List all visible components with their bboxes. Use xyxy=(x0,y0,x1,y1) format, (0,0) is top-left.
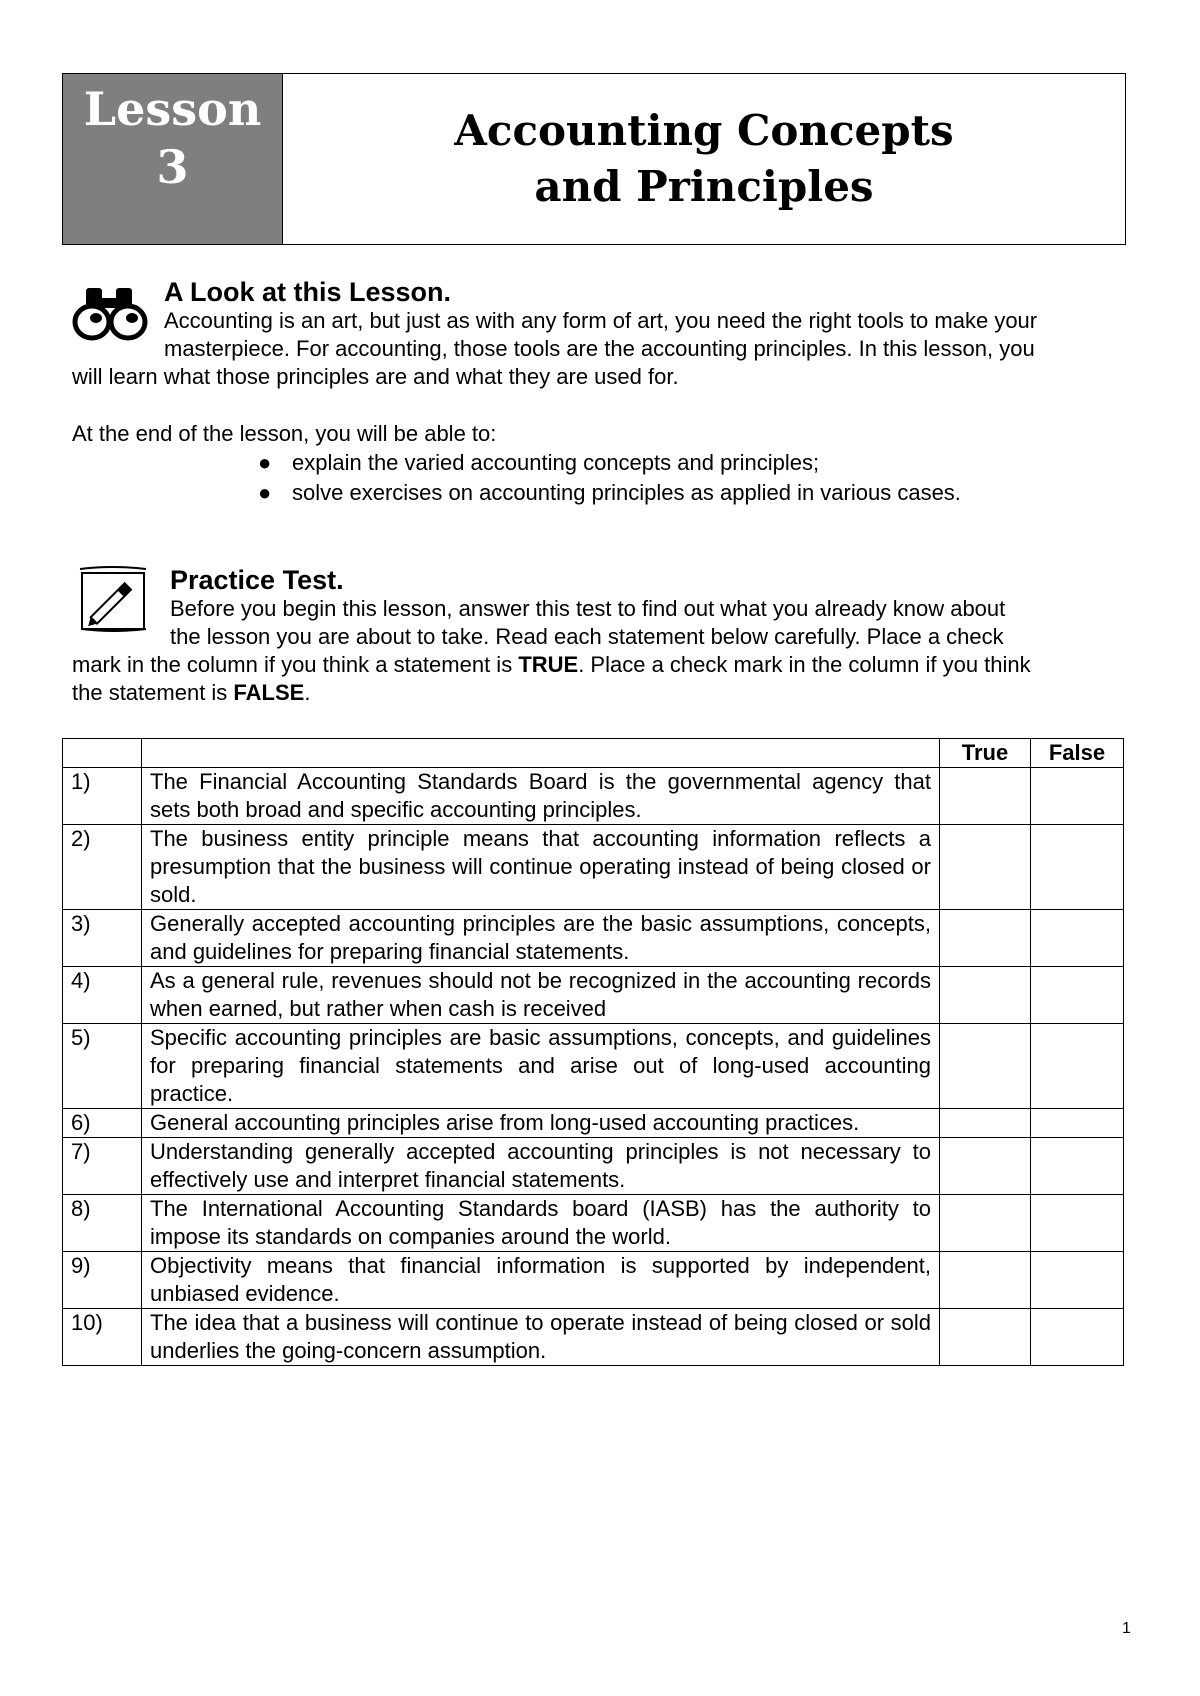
practice-para-line2: the lesson you are about to take. Read each statement below carefully. Place a check xyxy=(170,624,1004,649)
lesson-header xyxy=(62,73,1126,245)
false-check-cell[interactable] xyxy=(1031,1195,1124,1252)
lesson-title-line2: and Principles xyxy=(534,162,874,211)
header-num-cell xyxy=(63,739,142,768)
question-number: 10) xyxy=(63,1309,142,1366)
question-statement: The business entity principle means that accounting information reflects a presumption that the business will continue operating instead of being closed or sold. xyxy=(142,825,940,910)
question-number: 3) xyxy=(63,910,142,967)
question-statement: General accounting principles arise from long-used accounting practices. xyxy=(142,1109,940,1138)
header-statement-cell xyxy=(142,739,940,768)
question-statement: Understanding generally accepted accounting principles is not necessary to effectively use and interpret financial statements. xyxy=(142,1138,940,1195)
true-check-cell[interactable] xyxy=(940,768,1031,825)
page-number: 1 xyxy=(1122,1620,1131,1637)
look-section xyxy=(72,277,1144,391)
question-number: 6) xyxy=(63,1109,142,1138)
look-para-line3: will learn what those principles are and what they are used for. xyxy=(72,364,679,389)
table-row xyxy=(63,1252,1124,1309)
false-check-cell[interactable] xyxy=(1031,825,1124,910)
question-number: 5) xyxy=(63,1024,142,1109)
bullet-icon: ● xyxy=(258,450,272,475)
objectives-intro: At the end of the lesson, you will be able to: xyxy=(72,421,497,446)
question-number: 9) xyxy=(63,1252,142,1309)
question-number: 4) xyxy=(63,967,142,1024)
question-statement: The International Accounting Standards board (IASB) has the authority to impose its standards on companies around the world. xyxy=(142,1195,940,1252)
objective-item: ● solve exercises on accounting principles as applied in various cases. xyxy=(72,478,1144,508)
question-number: 1) xyxy=(63,768,142,825)
false-check-cell[interactable] xyxy=(1031,1024,1124,1109)
question-number: 8) xyxy=(63,1195,142,1252)
lesson-title-box xyxy=(283,74,1125,244)
question-statement: Specific accounting principles are basic assumptions, concepts, and guidelines for preparing financial statements and arise out of long-used accounting practice. xyxy=(142,1024,940,1109)
true-word: TRUE xyxy=(518,652,579,677)
false-word: FALSE xyxy=(233,680,305,705)
practice-para-line3: mark in the column if you think a statement is TRUE. Place a check mark in the column if you think xyxy=(72,652,1031,677)
table-row xyxy=(63,910,1124,967)
table-row xyxy=(63,1195,1124,1252)
question-statement: The Financial Accounting Standards Board is the governmental agency that sets both broad and specific accounting principles. xyxy=(142,768,940,825)
objectives-list xyxy=(72,448,1144,508)
true-check-cell[interactable] xyxy=(940,1109,1031,1138)
question-statement: The idea that a business will continue to operate instead of being closed or sold underlies the going-concern assumption. xyxy=(142,1309,940,1366)
bullet-icon: ● xyxy=(258,480,272,505)
false-check-cell[interactable] xyxy=(1031,967,1124,1024)
lesson-title-line1: Accounting Concepts xyxy=(454,106,954,155)
false-check-cell[interactable] xyxy=(1031,1109,1124,1138)
practice-title: Practice Test. xyxy=(170,565,344,595)
table-row xyxy=(63,1109,1124,1138)
practice-para-line1: Before you begin this lesson, answer this test to find out what you already know about xyxy=(170,596,1006,621)
true-check-cell[interactable] xyxy=(940,1195,1031,1252)
table-row xyxy=(63,1138,1124,1195)
table-row xyxy=(63,825,1124,910)
table-row xyxy=(63,1024,1124,1109)
practice-section xyxy=(72,565,1144,707)
practice-para-line4: the statement is FALSE. xyxy=(72,680,311,705)
lesson-number: 3 xyxy=(156,140,189,194)
question-statement: Objectivity means that financial information is supported by independent, unbiased evidence. xyxy=(142,1252,940,1309)
header-false: False xyxy=(1031,739,1124,768)
true-check-cell[interactable] xyxy=(940,1252,1031,1309)
true-check-cell[interactable] xyxy=(940,967,1031,1024)
false-check-cell[interactable] xyxy=(1031,768,1124,825)
false-check-cell[interactable] xyxy=(1031,1309,1124,1366)
table-row xyxy=(63,967,1124,1024)
objective-item: ● explain the varied accounting concepts and principles; xyxy=(72,448,1144,478)
false-check-cell[interactable] xyxy=(1031,1138,1124,1195)
look-para-line2: masterpiece. For accounting, those tools are the accounting principles. In this lesson, you xyxy=(164,336,1035,361)
true-check-cell[interactable] xyxy=(940,1138,1031,1195)
true-check-cell[interactable] xyxy=(940,825,1031,910)
false-check-cell[interactable] xyxy=(1031,1252,1124,1309)
practice-test-table xyxy=(62,738,1124,1366)
objectives-section xyxy=(72,420,1144,508)
header-true: True xyxy=(940,739,1031,768)
lesson-number-box xyxy=(63,74,283,244)
false-check-cell[interactable] xyxy=(1031,910,1124,967)
question-number: 2) xyxy=(63,825,142,910)
question-statement: Generally accepted accounting principles are the basic assumptions, concepts, and guidelines for preparing financial statements. xyxy=(142,910,940,967)
lesson-label: Lesson xyxy=(83,82,262,136)
question-statement: As a general rule, revenues should not be recognized in the accounting records when earned, but rather when cash is received xyxy=(142,967,940,1024)
question-number: 7) xyxy=(63,1138,142,1195)
table-row xyxy=(63,768,1124,825)
true-check-cell[interactable] xyxy=(940,910,1031,967)
true-check-cell[interactable] xyxy=(940,1309,1031,1366)
table-header-row xyxy=(63,739,1124,768)
look-para-line1: Accounting is an art, but just as with any form of art, you need the right tools to make your xyxy=(164,308,1038,333)
true-check-cell[interactable] xyxy=(940,1024,1031,1109)
table-row xyxy=(63,1309,1124,1366)
look-title: A Look at this Lesson. xyxy=(164,277,452,307)
